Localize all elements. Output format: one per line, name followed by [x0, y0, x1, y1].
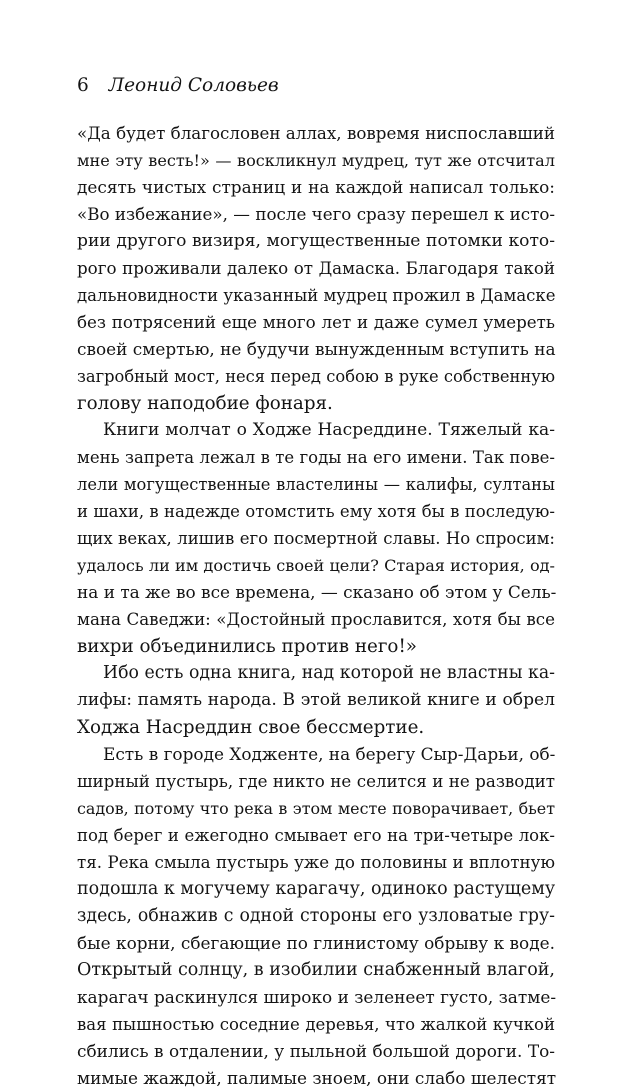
text-line: мимые жаждой, палимые зноем, они слабо шелестят — [77, 1068, 557, 1088]
text-line: десять чистых страниц и на каждой написал только: — [77, 177, 555, 197]
page-number: 6 — [77, 75, 89, 96]
text-line: Есть в городе Ходженте, на берегу Сыр-Дарьи, об- — [103, 744, 556, 764]
text-line: рии другого визиря, могущественные потомки кото- — [77, 231, 555, 251]
text-line: голову наподобие фонаря. — [77, 393, 333, 414]
running-header — [77, 74, 279, 98]
text-line: Ибо есть одна книга, над которой не властны ка- — [103, 663, 555, 683]
text-line: под берег и ежегодно смывает его на три-четыре лок- — [77, 826, 555, 845]
text-line: лели могущественные властелины — калифы, султаны — [77, 475, 555, 494]
text-line: бые корни, сбегающие по глинистому обрыву к воде. — [77, 933, 555, 953]
text-line: сбились в отдалении, у пыльной большой дороги. То- — [77, 1041, 555, 1061]
text-line: удалось ли им достичь своей цели? Старая история, од- — [77, 556, 555, 575]
text-line: мана Саведжи: «Достойный прославится, хотя бы все — [77, 609, 555, 629]
text-line: «Во избежание», — после чего сразу перешел к исто- — [77, 204, 555, 224]
text-line: вая пышностью соседние деревья, что жалкой кучкой — [77, 1015, 555, 1034]
text-line: мень запрета лежал в те годы на его имени. Так пове- — [77, 448, 555, 467]
text-line: и шахи, в надежде отомстить ему хотя бы в последую- — [77, 502, 555, 521]
text-line: Книги молчат о Ходже Насреддине. Тяжелый ка- — [103, 420, 555, 440]
text-line: вихри объединились против него!» — [77, 636, 417, 657]
text-line: садов, потому что река в этом месте поворачивает, бьет — [77, 799, 555, 818]
text-line: без потрясений еще много лет и даже сумел умереть — [77, 312, 555, 332]
text-line: здесь, обнажив с одной стороны его узловатые гру- — [77, 906, 555, 926]
text-line: ширный пустырь, где никто не селится и не разводит — [77, 771, 555, 791]
text-line: на и та же во все времена, — сказано об этом у Сель- — [77, 582, 557, 602]
text-line: лифы: память народа. В этой великой книге и обрел — [77, 690, 555, 710]
text-line: мне эту весть!» — воскликнул мудрец, тут же отсчитал — [77, 151, 555, 170]
text-line: карагач раскинулся широко и зеленеет густо, затме- — [77, 987, 557, 1007]
text-line: своей смертью, не будучи вынужденным вступить на — [77, 339, 556, 359]
text-line: Ходжа Насреддин свое бессмертие. — [77, 717, 425, 738]
text-line: тя. Река смыла пустырь уже до половины и вплотную — [77, 852, 555, 872]
text-line: рого проживали далеко от Дамаска. Благодаря такой — [77, 258, 555, 278]
text-line: «Да будет благословен аллах, вовремя ниспославший — [77, 123, 555, 143]
text-line: загробный мост, неся перед собою в руке собственную — [77, 367, 555, 386]
text-line: Открытый солнцу, в изобилии снабженный влагой, — [77, 960, 555, 980]
author-name: Леонид Соловьев — [108, 75, 279, 96]
body-text — [77, 120, 555, 1092]
text-line: щих веках, лишив его посмертной славы. Но спросим: — [77, 529, 555, 548]
text-line: дальновидности указанный мудрец прожил в Дамаске — [77, 286, 556, 305]
text-line: подошла к могучему карагачу, одиноко растущему — [77, 879, 556, 899]
